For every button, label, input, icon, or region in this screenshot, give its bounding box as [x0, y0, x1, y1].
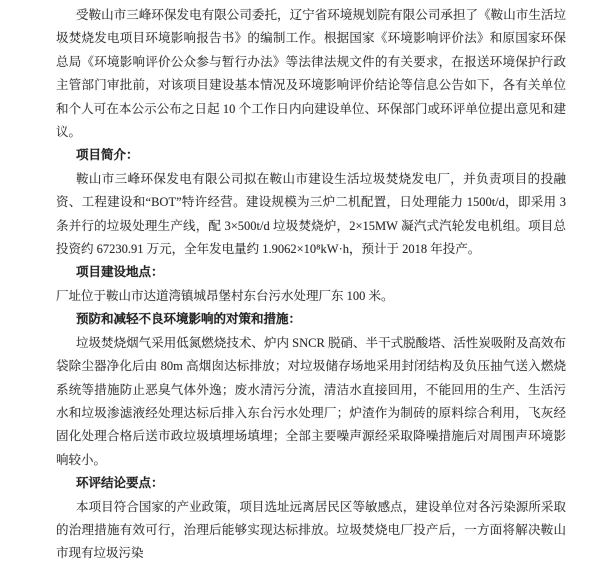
heading-eia-conclusion: 环评结论要点：	[76, 476, 164, 491]
project-overview-paragraph: 鞍山市三峰环保发电有限公司拟在鞍山市建设生活垃圾焚烧发电厂，并负责项目的投融资、工程建设和“BOT”特许经营。建设规模为三炉二机配置，日处理能力 1500t/d，即采用 3 条并行的垃圾处理生产线，配 3×500t/d 垃圾焚烧炉，2×15MW 凝汽式汽轮发电机组。项目总投资约 67230.91 万元，全年发电量约 1.9062×10⁸kW·h，预计于 2018 年投产。	[56, 171, 566, 257]
heading-project-location: 项目建设地点：	[76, 265, 164, 280]
intro-paragraph: 受鞍山市三峰环保发电有限公司委托，辽宁省环境规划院有限公司承担了《鞍山市生活垃圾焚烧发电项目环境影响报告书》的编制工作。根据国家《环境影响评价法》和原国家环保总局《环境影响评价公众参与暂行办法》等法律法规文件的有关要求，在报送环境保护行政主管部门审批前，对该项目建设基本情况及环境影响评价结论等信息公告如下，各有关单位和个人可在本公示公布之日起 10 个工作日内向建设单位、环保部门或环评单位提出意见和建议。	[56, 8, 566, 140]
public-notice-document	[56, 4, 566, 566]
project-location-paragraph: 厂址位于鞍山市达道湾镇城昂堡村东台污水处理厂东 100 米。	[56, 288, 394, 303]
mitigation-measures-paragraph: 垃圾焚烧烟气采用低氮燃烧技术、炉内 SNCR 脱硝、半干式脱酸塔、活性炭吸附及高效布袋除尘器净化后由 80m 高烟囱达标排放；对垃圾储存场地采用封闭结构及负压抽气送入燃烧系统等措施防止恶臭气体外逸；废水清污分流，清洁水直接回用，不能回用的生产、生活污水和垃圾渗滤液经处理达标后排入东台污水处理厂；炉渣作为制砖的原料综合利用，飞灰经固化处理合格后送市政垃圾填埋场填埋；全部主要噪声源经采取降噪措施后对周围声环境影响较小。	[56, 335, 566, 467]
heading-project-overview: 项目简介：	[76, 148, 139, 163]
eia-conclusion-paragraph: 本项目符合国家的产业政策，项目选址远离居民区等敏感点，建设单位对各污染源所采取的治理措施有效可行，治理后能够实现达标排放。垃圾焚烧电厂投产后，一方面将解决鞍山市现有垃圾污染	[56, 499, 566, 561]
heading-mitigation-measures: 预防和减轻不良环境影响的对策和措施：	[76, 312, 302, 327]
